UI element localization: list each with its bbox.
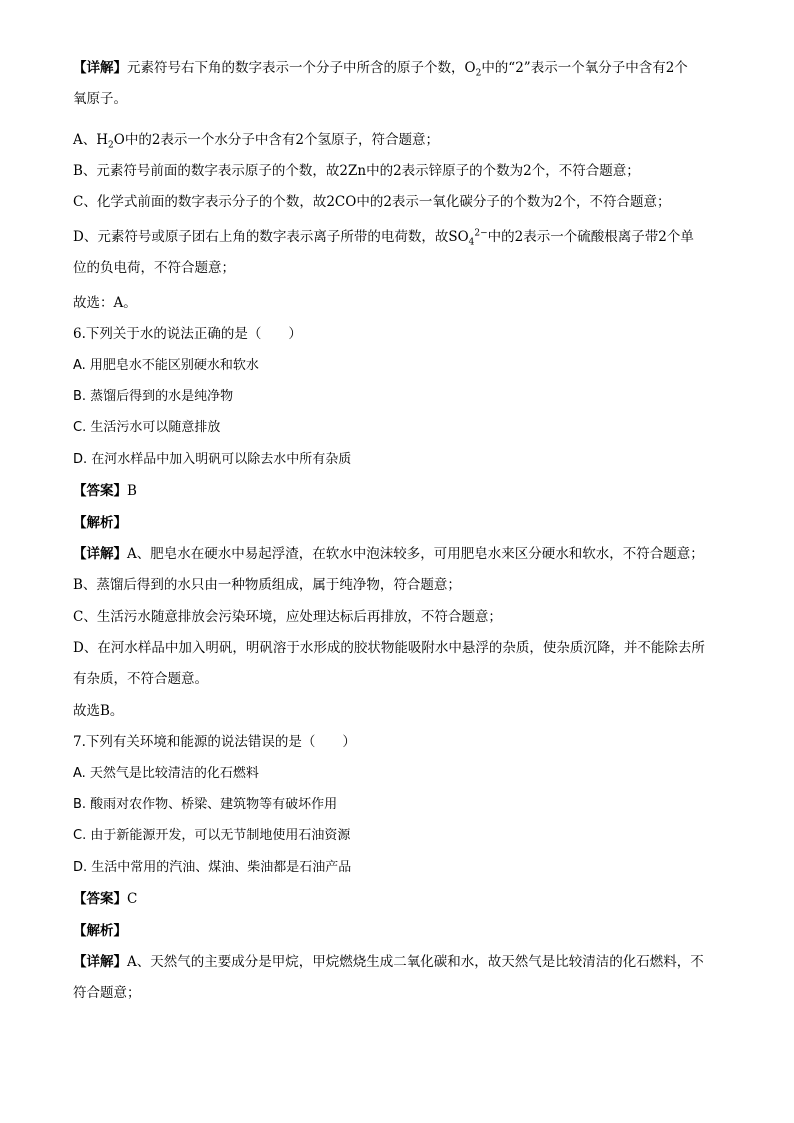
q6-answer <box>73 481 137 501</box>
detail-text: 元素符号右下角的数字表示一个分子中所含的原子个数，O <box>127 60 476 76</box>
answer-tag: 【答案】 <box>73 483 127 499</box>
q5-option-b-explanation: B、元素符号前面的数字表示原子的个数，故2Zn中的2表示锌原子的个数为2个，不符合题意； <box>73 163 640 179</box>
q6-detail-b: B、蒸馏后得到的水只由一种物质组成，属于纯净物，符合题意； <box>73 577 461 593</box>
text: A、H <box>73 132 109 148</box>
q7-detail-a <box>73 952 704 972</box>
detail-tag: 【详解】 <box>73 546 127 562</box>
answer-tag: 【答案】 <box>73 891 127 907</box>
q6-option-a: A. 用肥皂水不能区别硬水和软水 <box>73 358 259 373</box>
q5-option-d-continuation: 位的负电荷，不符合题意； <box>73 260 235 276</box>
text: D、元素符号或原子团右上角的数字表示离子所带的电荷数，故SO <box>73 229 469 245</box>
q7-option-c: C. 由于新能源开发，可以无节制地使用石油资源 <box>73 828 351 843</box>
detail-text: 中的“2”表示一个氧分子中含有2个 <box>481 60 688 76</box>
q5-detail-continuation: 氧原子。 <box>73 91 127 107</box>
q7-option-a: A. 天然气是比较清洁的化石燃料 <box>73 766 259 781</box>
detail-text: A、肥皂水在硬水中易起浮渣，在软水中泡沫较多，可用肥皂水来区分硬水和软水，不符合题意； <box>127 546 704 562</box>
q5-option-c-explanation: C、化学式前面的数字表示分子的个数，故2CO中的2表示一氧化碳分子的个数为2个，不符合题意； <box>73 194 671 210</box>
q5-conclusion: 故选：A。 <box>73 295 137 311</box>
q6-stem: 6.下列关于水的说法正确的是（ ） <box>73 326 302 342</box>
subscript: 2 <box>108 140 114 151</box>
detail-text: A、天然气的主要成分是甲烷，甲烷燃烧生成二氧化碳和水，故天然气是比较清洁的化石燃料，不 <box>127 954 704 970</box>
detail-tag: 【详解】 <box>73 954 127 970</box>
q6-detail-d-continuation: 有杂质，不符合题意。 <box>73 671 208 687</box>
text: O中的2表示一个水分子中含有2个氢原子，符合题意； <box>113 132 440 148</box>
answer-value: B <box>127 483 137 499</box>
q5-option-a-explanation <box>73 130 439 150</box>
q7-stem: 7.下列有关环境和能源的说法错误的是（ ） <box>73 734 356 750</box>
subscript: 2 <box>475 68 482 79</box>
q7-answer <box>73 889 137 909</box>
q6-detail-c: C、生活污水随意排放会污染环境，应处理达标后再排放，不符合题意； <box>73 609 502 625</box>
q7-analysis-tag: 【解析】 <box>73 923 127 939</box>
q6-conclusion: 故选B。 <box>73 703 124 719</box>
answer-value: C <box>127 891 138 907</box>
q6-option-c: C. 生活污水可以随意排放 <box>73 420 221 435</box>
detail-tag: 【详解】 <box>73 60 127 76</box>
q7-detail-a-continuation: 符合题意； <box>73 985 141 1001</box>
q6-detail-d: D、在河水样品中加入明矾，明矾溶于水形成的胶状物能吸附水中悬浮的杂质，使杂质沉降，并不能除去所 <box>73 640 705 656</box>
q6-option-b: B. 蒸馏后得到的水是纯净物 <box>73 389 234 404</box>
subscript: 4 <box>468 237 475 248</box>
q6-option-d: D. 在河水样品中加入明矾可以除去水中所有杂质 <box>73 452 352 467</box>
q5-detail-line <box>73 58 688 78</box>
q7-option-d: D. 生活中常用的汽油、煤油、柴油都是石油产品 <box>73 860 352 875</box>
q6-detail-a <box>73 544 704 564</box>
superscript: 2− <box>474 228 488 239</box>
text: 中的2表示一个硫酸根离子带2个单 <box>487 229 694 245</box>
q7-option-b: B. 酸雨对农作物、桥梁、建筑物等有破坏作用 <box>73 797 338 812</box>
q6-analysis-tag: 【解析】 <box>73 515 127 531</box>
q5-option-d-explanation <box>73 227 694 247</box>
